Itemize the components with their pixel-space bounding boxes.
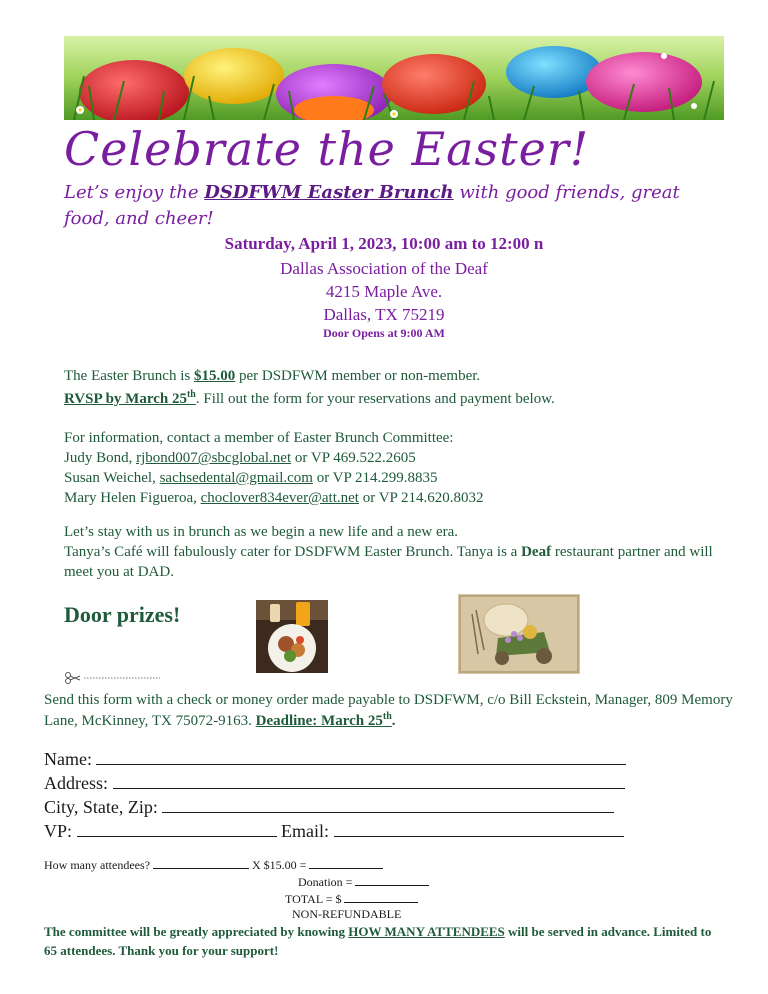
name-field[interactable] [96,748,626,765]
closing-emphasis: HOW MANY ATTENDEES [348,924,505,939]
vintage-easter-postcard [458,594,580,674]
address-label: Address: [44,773,108,793]
message-line-2-post: restaurant partner and will meet you at DAD. [64,544,713,580]
subtitle-pre: Let’s enjoy the [64,182,205,203]
contact-email-link[interactable]: sachsedental@gmail.com [159,470,313,486]
email-field[interactable] [334,820,624,837]
subtotal-field[interactable] [309,856,383,869]
contact-vp: or VP 214.620.8032 [358,490,484,506]
city-label: City, State, Zip: [44,797,158,817]
message-deaf: Deaf [521,544,552,560]
donation-field[interactable] [355,873,429,886]
contact-email-link[interactable]: choclover834ever@att.net [200,490,359,506]
non-refundable-note: NON-REFUNDABLE [292,907,402,921]
donation-label: Donation = [298,875,353,889]
vp-field[interactable] [77,820,277,837]
name-label: Name: [44,749,92,769]
contact-vp: or VP 469.522.2605 [291,450,416,466]
door-prizes-heading: Door prizes! [64,602,181,627]
price-post: per DSDFWM member or non-member. [235,368,481,384]
form-deadline [256,713,392,729]
message-block [64,522,734,582]
rsvp-post: . Fill out the form for your reservations and payment below. [195,391,555,407]
form-instructions [44,690,734,732]
message-line-2-pre: Tanya’s Café will fabulously cater for DSDFWM Easter Brunch. Tanya is a [64,544,522,560]
contact-email-link[interactable]: rjbond007@sbcglobal.net [136,450,292,466]
subtitle-event-name: DSDFWM Easter Brunch [204,182,454,203]
email-label: Email: [281,821,330,841]
form-deadline-sup: th [382,711,392,722]
closing-note [44,922,724,960]
form-intro-text: Send this form with a check or money order made payable to DSDFWM, c/o Bill Eckstein, Manager, 809 Memory Lane, McKinney, TX 75072-9163. [44,692,733,729]
form-deadline-text: Deadline: March 25 [255,713,383,729]
form-deadline-post: . [391,713,396,729]
message-line-1: Let’s stay with us in brunch as we begin a new life and a new era. [64,524,459,540]
contact-name: Judy Bond, [64,450,137,466]
contact-row [64,488,734,508]
door-opens: Door Opens at 9:00 AM [323,326,445,340]
contact-vp: or VP 214.299.8835 [312,470,438,486]
attendees-row [44,856,383,873]
rsvp-line [64,389,734,409]
message-line-2 [64,542,734,582]
easter-eggs-banner [64,36,724,120]
page-title: Celebrate the Easter! [64,122,590,176]
attendees-label: How many attendees? [44,858,150,872]
price-pre: The Easter Brunch is [64,368,194,384]
event-date-time: Saturday, April 1, 2023, 10:00 am to 12:00 n [224,234,544,253]
contact-row [64,448,734,468]
event-venue [0,257,768,326]
price-value: $15.00 [193,368,236,384]
pricing-block [64,366,734,409]
brunch-plate-photo [256,600,328,673]
subtitle [64,180,724,232]
venue-city: Dallas, TX 75219 [323,305,445,324]
total-label: TOTAL = $ [285,892,342,906]
total-field[interactable] [344,890,418,903]
scissors-cut-line-icon [64,672,164,684]
address-field[interactable] [113,772,625,789]
contacts-intro: For information, contact a member of Easter Brunch Committee: [64,430,454,446]
contact-name: Susan Weichel, [64,470,160,486]
contact-name: Mary Helen Figueroa, [64,490,201,506]
vp-label: VP: [44,821,73,841]
contact-fields-row [44,820,624,842]
times-label: X $15.00 = [251,858,307,872]
city-state-zip-field[interactable] [162,796,614,813]
closing-pre: The committee will be greatly appreciated by knowing [44,924,349,939]
venue-address: 4215 Maple Ave. [325,282,443,301]
price-line [64,366,734,386]
city-row [44,796,614,818]
rsvp-sup: th [186,389,196,400]
rsvp-text: RVSP by March 25 [64,391,187,407]
donation-row [298,873,429,890]
name-row [44,748,626,770]
closing-post: will be served in advance. Limited to 65 attendees. Thank you for your support! [44,924,712,958]
contacts-block [64,428,734,508]
contact-row [64,468,734,488]
attendees-field[interactable] [153,856,249,869]
rsvp-label [64,391,196,407]
venue-name: Dallas Association of the Deaf [280,259,488,278]
total-row [285,890,418,907]
subtitle-post: with good friends, great food, and cheer! [64,182,680,229]
address-row [44,772,625,794]
